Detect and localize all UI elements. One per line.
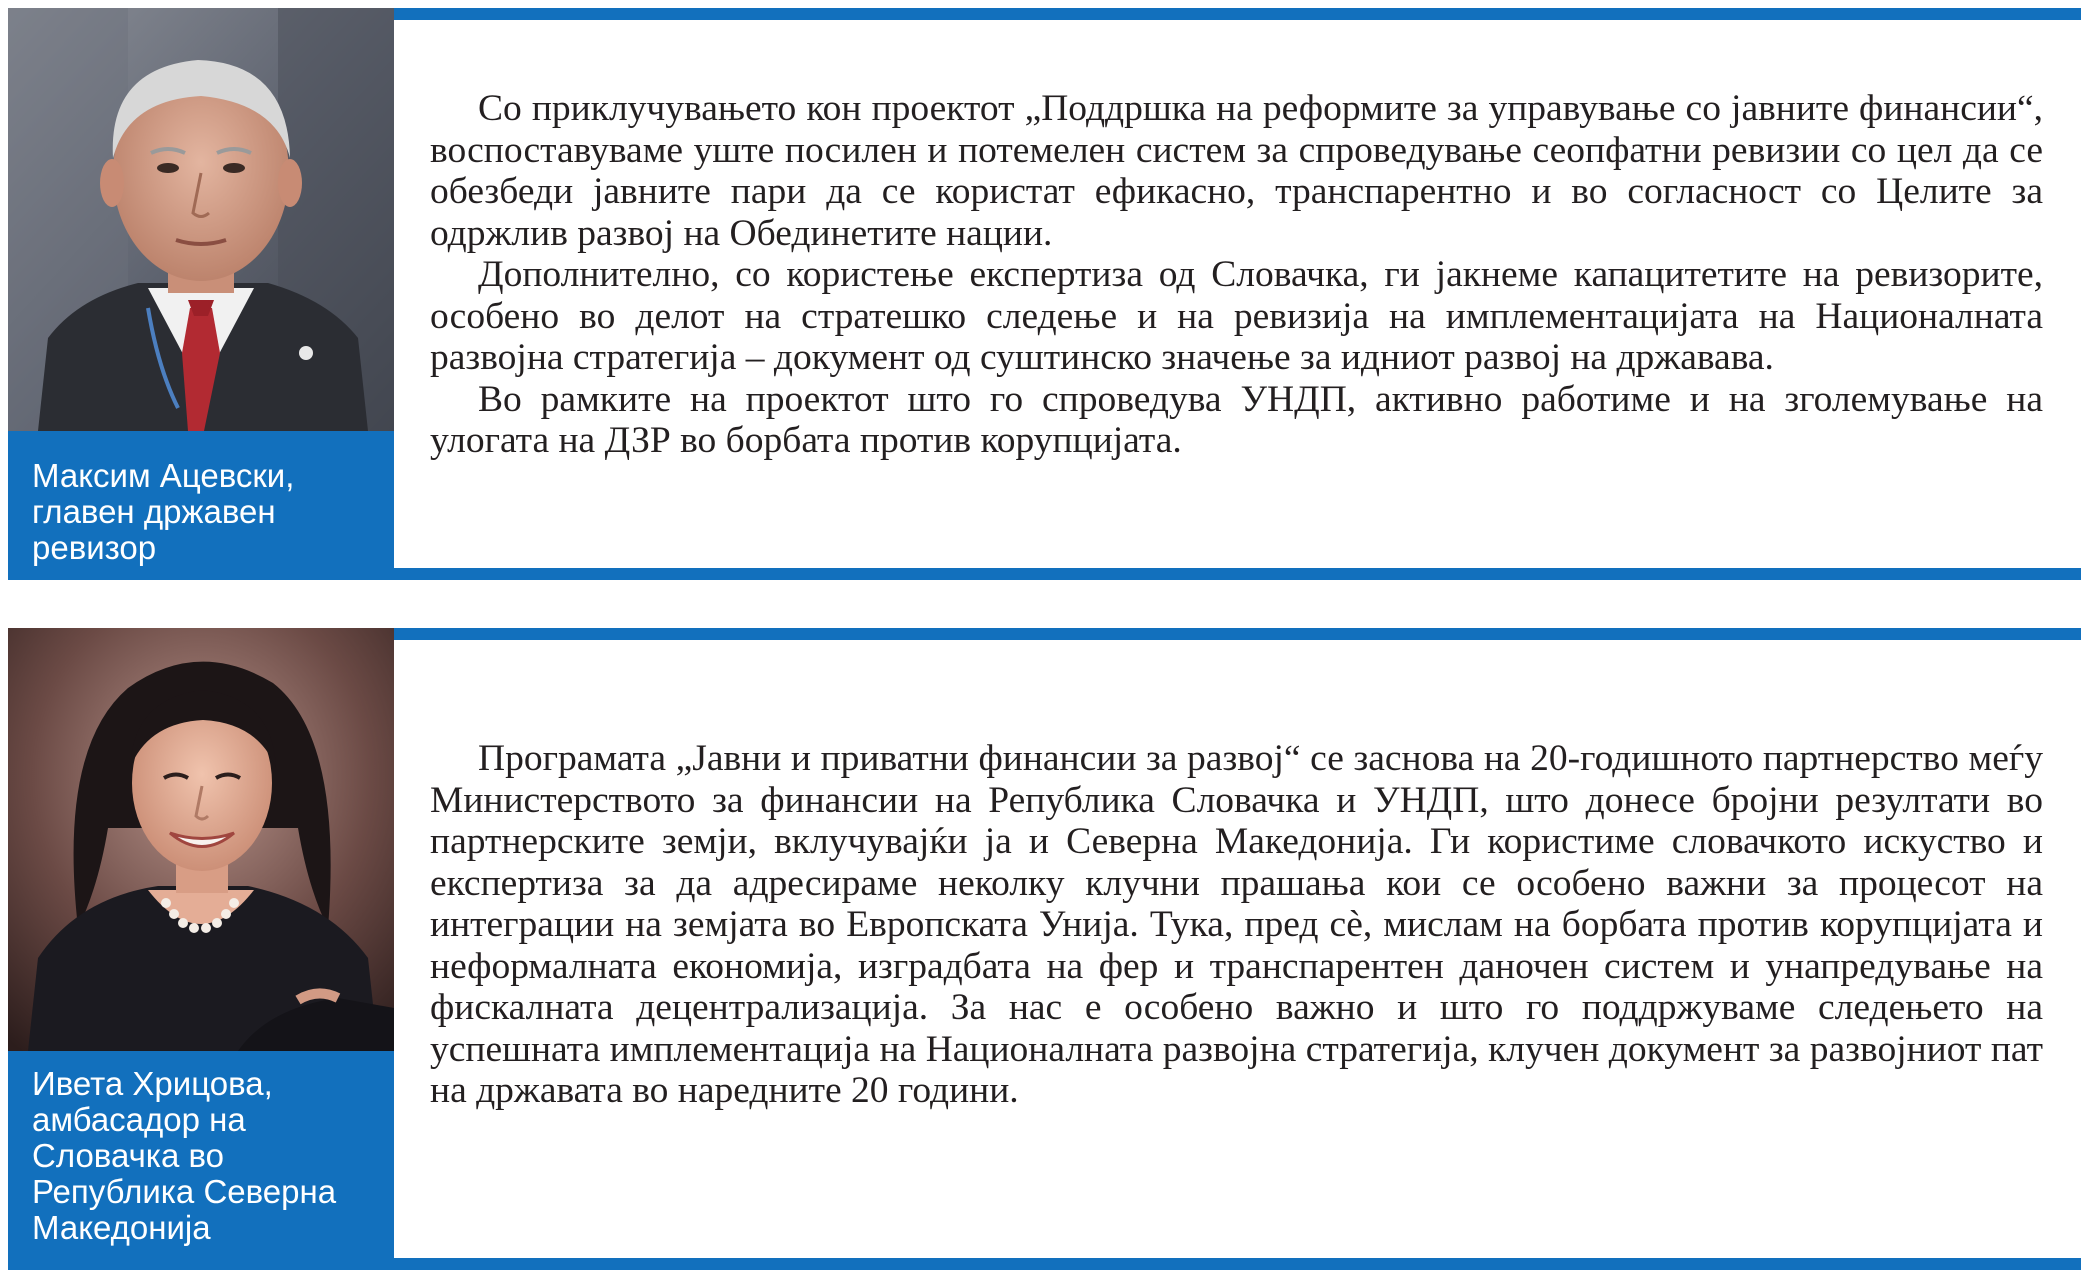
speaker-panel <box>8 628 394 1270</box>
quote-paragraph: Со приклучувањето кон проектот „Поддршка на реформите за управување со јавните финансии“, воспоставуваме уште посилен и потемелен систем за спроведување сеопфатни ревизии со цел да се обезбеди јавните пари да се користат ефикасно, транспарентно и во согласност со Целите за одржлив развој на Обединетите нации. <box>430 88 2043 254</box>
speaker-panel <box>8 8 394 580</box>
speaker-photo <box>8 8 394 431</box>
speaker-role-line: ревизор <box>32 529 157 566</box>
speaker-role-line: Словачка во <box>32 1137 224 1174</box>
speaker-role-line: амбасадор на <box>32 1101 246 1138</box>
speaker-caption <box>8 431 394 580</box>
quote-paragraph: Програмата „Јавни и приватни финансии за развој“ се заснова на 20-годишното партнерство меѓу Министерството за финансии на Република Словачка и УНДП, што донесе бројни резултати во партнерските земји, вклучувајќи ја и Северна Македонија. Ги користиме словачкото искуство и експертиза за да адресираме неколку клучни прашања кои се особено важни за процесот на интеграции на земјата во Европската Унија. Тука, пред сè, мислам на борбата против корупцијата и неформалната економија, изградбата на фер и транспарентен даночен систем и унапредување на фискалната децентрализација. За нас е особено важно и што го поддржуваме следењето на успешната имплементација на Националната развојна стратегија, клучен документ за развојниот пат на државата во наредните 20 години. <box>430 738 2043 1111</box>
speaker-role-line: Македонија <box>32 1209 211 1246</box>
speaker-name: Ивета Хрицова, <box>32 1065 273 1102</box>
quote-card-hricova <box>8 628 2081 1270</box>
speaker-photo <box>8 628 394 1051</box>
quote-card-aceski <box>8 8 2081 580</box>
quote-text <box>430 88 2043 462</box>
portrait-woman-image <box>8 628 394 1051</box>
quote-text <box>430 738 2043 1112</box>
top-accent-bar <box>394 628 2081 640</box>
speaker-name: Максим Ацевски, <box>32 457 295 494</box>
top-accent-bar <box>394 8 2081 20</box>
bottom-accent-bar <box>394 568 2081 580</box>
quote-paragraph: Во рамките на проектот што го спроведува УНДП, активно работиме и на зголемување на улогата на ДЗР во борбата против корупцијата. <box>430 378 2043 461</box>
speaker-role-line: главен државен <box>32 493 276 530</box>
bottom-accent-bar <box>394 1258 2081 1270</box>
speaker-role-line: Република Северна <box>32 1173 337 1210</box>
quote-paragraph: Дополнително, со користење експертиза од Словачка, ги јакнеме капацитетите на ревизорите, особено во делот на стратешко следење и на ревизија на имплементацијата на Националната развојна стратегија – документ од суштинско значење за идниот развој на државава. <box>430 254 2043 378</box>
speaker-caption <box>8 1051 394 1270</box>
portrait-man-image <box>8 8 394 431</box>
